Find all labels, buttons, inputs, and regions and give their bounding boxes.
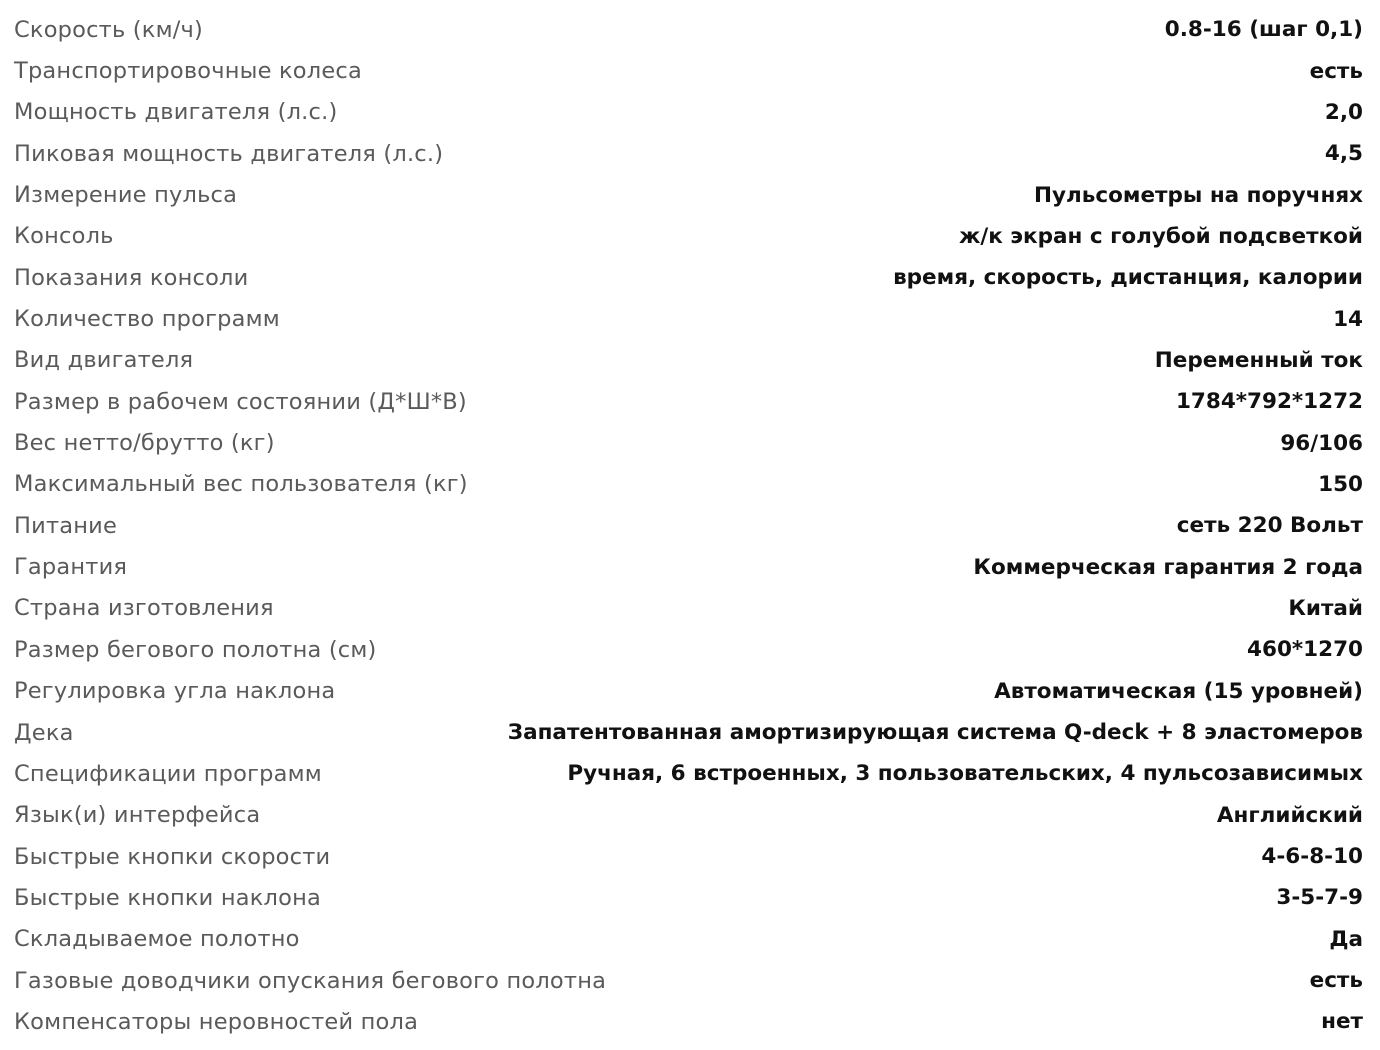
spec-label: Спецификации программ — [14, 760, 322, 787]
spec-row-motor-power — [14, 92, 1363, 133]
spec-value: 2,0 — [1324, 99, 1363, 125]
spec-label: Компенсаторы неровностей пола — [14, 1008, 419, 1035]
spec-value: 150 — [1318, 471, 1363, 497]
spec-label: Транспортировочные колеса — [14, 58, 362, 85]
spec-label: Складываемое полотно — [14, 926, 300, 953]
spec-label: Максимальный вес пользователя (кг) — [14, 471, 468, 498]
spec-label: Мощность двигателя (л.с.) — [14, 99, 338, 126]
spec-row-floor-levelers — [14, 1001, 1363, 1042]
spec-value: время, скорость, дистанция, калории — [893, 265, 1363, 291]
spec-value: Ручная, 6 встроенных, 3 пользовательских, 4 пульсозависимых — [567, 761, 1363, 787]
spec-label: Язык(и) интерфейса — [14, 802, 261, 829]
spec-value: ж/к экран с голубой подсветкой — [958, 223, 1363, 249]
spec-label: Пиковая мощность двигателя (л.с.) — [14, 140, 444, 167]
spec-row-max-user-weight — [14, 464, 1363, 505]
spec-value: сеть 220 Вольт — [1176, 513, 1363, 539]
spec-value: Китай — [1288, 595, 1363, 621]
spec-row-gas-closers — [14, 960, 1363, 1001]
spec-value: есть — [1309, 58, 1363, 84]
spec-value: Английский — [1216, 802, 1363, 828]
spec-label: Показания консоли — [14, 264, 249, 291]
spec-row-heart-rate — [14, 174, 1363, 215]
spec-value: 4-6-8-10 — [1261, 844, 1363, 870]
spec-row-incline-buttons — [14, 877, 1363, 918]
spec-row-peak-motor-power — [14, 133, 1363, 174]
spec-value: 0.8-16 (шаг 0,1) — [1164, 17, 1363, 43]
spec-value: 14 — [1333, 306, 1363, 332]
spec-label: Газовые доводчики опускания бегового полотна — [14, 967, 607, 994]
spec-label: Питание — [14, 512, 118, 539]
spec-label: Скорость (км/ч) — [14, 16, 203, 43]
spec-value: есть — [1309, 968, 1363, 994]
spec-value: 1784*792*1272 — [1175, 389, 1363, 415]
spec-label: Гарантия — [14, 554, 128, 581]
spec-value: Автоматическая (15 уровней) — [994, 678, 1363, 704]
spec-row-speed — [14, 9, 1363, 50]
spec-row-deck — [14, 712, 1363, 753]
spec-row-speed-buttons — [14, 836, 1363, 877]
spec-label: Количество программ — [14, 306, 280, 333]
spec-value: 3-5-7-9 — [1276, 885, 1363, 911]
spec-label: Дека — [14, 719, 74, 746]
spec-row-belt-size — [14, 629, 1363, 670]
spec-value: Коммерческая гарантия 2 года — [973, 554, 1363, 580]
spec-row-program-count — [14, 298, 1363, 339]
spec-row-warranty — [14, 546, 1363, 587]
spec-value: нет — [1321, 1009, 1363, 1035]
spec-row-interface-language — [14, 795, 1363, 836]
spec-label: Страна изготовления — [14, 595, 274, 622]
specifications-list — [14, 9, 1363, 1043]
spec-value: Пульсометры на поручнях — [1034, 182, 1363, 208]
spec-row-foldable — [14, 919, 1363, 960]
spec-row-console-readings — [14, 257, 1363, 298]
spec-label: Измерение пульса — [14, 182, 238, 209]
spec-label: Вес нетто/брутто (кг) — [14, 430, 275, 457]
spec-row-transport-wheels — [14, 50, 1363, 91]
spec-row-working-size — [14, 381, 1363, 422]
spec-value: Да — [1329, 926, 1363, 952]
spec-row-power-supply — [14, 505, 1363, 546]
spec-label: Размер в рабочем состоянии (Д*Ш*В) — [14, 388, 467, 415]
spec-row-incline — [14, 671, 1363, 712]
spec-value: Запатентованная амортизирующая система Q-deck + 8 эластомеров — [507, 720, 1363, 746]
spec-label: Консоль — [14, 223, 114, 250]
spec-value: 4,5 — [1324, 141, 1363, 167]
spec-row-weight — [14, 422, 1363, 463]
spec-label: Вид двигателя — [14, 347, 194, 374]
spec-value: 96/106 — [1280, 430, 1363, 456]
spec-value: 460*1270 — [1247, 637, 1363, 663]
spec-label: Быстрые кнопки скорости — [14, 843, 331, 870]
spec-label: Быстрые кнопки наклона — [14, 884, 321, 911]
spec-label: Размер бегового полотна (см) — [14, 636, 377, 663]
spec-value: Переменный ток — [1154, 347, 1363, 373]
spec-row-program-specs — [14, 753, 1363, 794]
spec-label: Регулировка угла наклона — [14, 678, 336, 705]
spec-row-console — [14, 216, 1363, 257]
spec-row-country — [14, 588, 1363, 629]
spec-row-motor-type — [14, 340, 1363, 381]
